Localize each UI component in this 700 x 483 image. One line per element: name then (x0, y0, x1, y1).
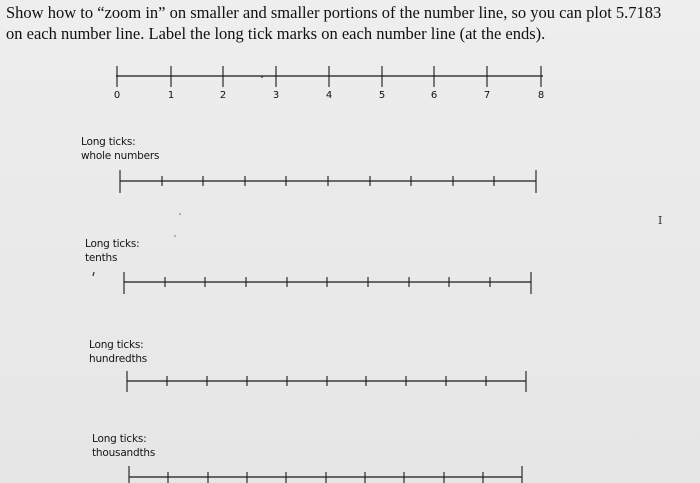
caption-hundredths (89, 338, 147, 366)
reference-label-1: 1 (167, 90, 175, 101)
pencil-mark (93, 272, 94, 276)
reference-label-8: 8 (537, 90, 545, 101)
caption-line-2: whole numbers (81, 150, 160, 162)
caption-tenths (85, 237, 139, 265)
stray-dot (174, 235, 176, 237)
caption-line-1: Long ticks: (81, 136, 136, 148)
caption-line-1: Long ticks: (85, 238, 140, 250)
number-line-hundredths (127, 371, 526, 392)
reference-label-5: 5 (378, 90, 386, 101)
reference-label-0: 0 (113, 90, 121, 101)
caption-whole-numbers (81, 135, 159, 163)
instructions-line-1: Show how to “zoom in” on smaller and smaller portions of the number line, so you can plot 5.7183 (6, 3, 662, 22)
reference-label-2: 2 (219, 90, 227, 101)
number-line-tenths (93, 272, 531, 294)
caption-line-1: Long ticks: (92, 433, 147, 445)
reference-label-4: 4 (325, 90, 333, 101)
number-line-whole-numbers (120, 170, 536, 193)
reference-label-6: 6 (430, 90, 438, 101)
stray-dot (179, 213, 181, 215)
caption-line-2: tenths (85, 252, 118, 264)
caption-thousandths (92, 432, 155, 460)
reference-label-7: 7 (483, 90, 491, 101)
reference-number-line (116, 66, 543, 87)
caption-line-2: hundredths (89, 353, 148, 365)
number-line-thousandths (129, 466, 522, 483)
caption-line-1: Long ticks: (89, 339, 144, 351)
pencil-dot (261, 76, 263, 78)
reference-label-3: 3 (272, 90, 280, 101)
instructions-line-2: on each number line. Label the long tick marks on each number line (at the ends). (6, 24, 546, 43)
caption-line-2: thousandths (92, 447, 156, 459)
text-cursor-icon: I (658, 214, 663, 227)
